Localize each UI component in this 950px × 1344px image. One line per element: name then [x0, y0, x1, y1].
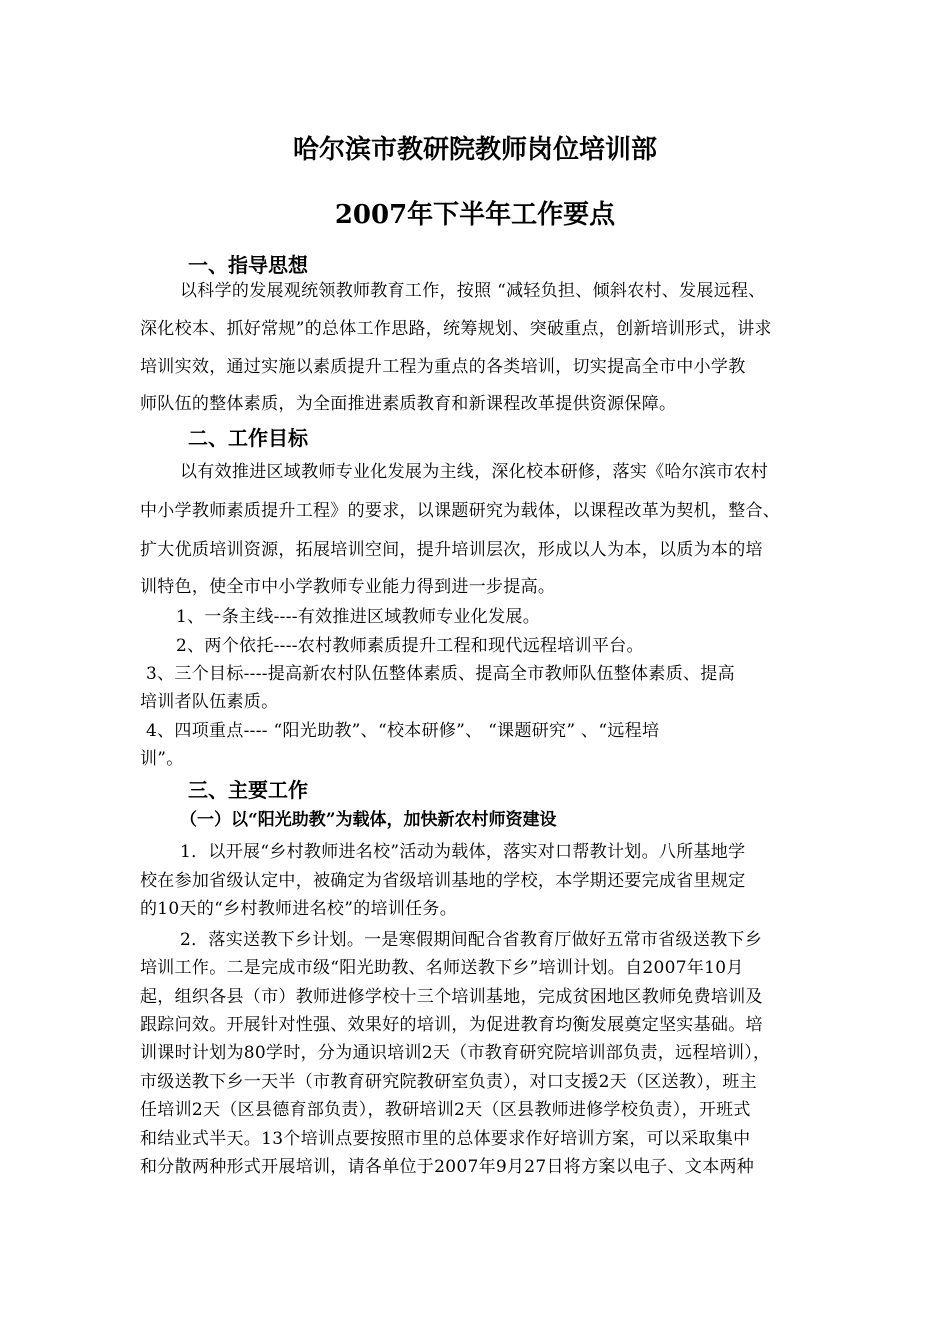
subsection-heading: （一）以“阳光助教”为载体，加快新农村师资建设 — [180, 810, 557, 830]
section-heading-work-goals: 二、工作目标 — [188, 426, 308, 450]
document-title-line-2: 2007年下半年工作要点 — [334, 200, 616, 230]
paragraph-line: 以科学的发展观统领教师教育工作，按照 “减轻负担、倾斜农村、发展远程、 — [180, 281, 766, 301]
paragraph-line: 跟踪问效。开展针对性强、效果好的培训，为促进教育均衡发展奠定坚实基础。培 — [140, 1015, 763, 1035]
section-heading-guiding-ideology: 一、指导思想 — [188, 253, 308, 277]
document-title-line-1: 哈尔滨市教研院教师岗位培训部 — [292, 135, 657, 165]
paragraph-line: 培训实效，通过实施以素质提升工程为重点的各类培训，切实提高全市中小学教 — [140, 357, 746, 377]
paragraph-line: 以有效推进区域教师专业化发展为主线，深化校本研修，落实《哈尔滨市农村 — [180, 462, 769, 482]
paragraph-line: 中小学教师素质提升工程》的要求，以课题研究为载体，以课程改革为契机，整合、 — [140, 501, 781, 521]
goal-item-2: 2、两个依托----农村教师素质提升工程和现代远程培训平台。 — [176, 636, 644, 656]
goal-item-4-continued: 训”。 — [140, 749, 184, 769]
goal-item-1: 1、一条主线----有效推进区域教师专业化发展。 — [176, 607, 540, 627]
paragraph-line: 起，组织各县（市）教师进修学校十三个培训基地，完成贫困地区教师免费培训及 — [140, 987, 763, 1007]
paragraph-line: 深化校本、抓好常规”的总体工作思路，统筹规划、突破重点，创新培训形式，讲求 — [140, 319, 772, 339]
goal-item-4: 4、四项重点---- “阳光助教”、“校本研修”、 “课题研究” 、“远程培 — [146, 721, 660, 741]
goal-item-3: 3、三个目标----提高新农村队伍整体素质、提高全市教师队伍整体素质、提高 — [146, 664, 735, 684]
paragraph-line: 和结业式半天。13个培训点要按照市里的总体要求作好培训方案，可以采取集中 — [140, 1129, 751, 1149]
paragraph-line: 1．以开展“乡村教师进名校”活动为载体，落实对口帮教计划。八所基地学 — [180, 842, 746, 862]
paragraph-line: 训特色，使全市中小学教师专业能力得到进一步提高。 — [140, 577, 556, 597]
paragraph-line: 师队伍的整体素质，为全面推进素质教育和新课程改革提供资源保障。 — [140, 394, 677, 414]
paragraph-line: 扩大优质培训资源，拓展培训空间，提升培训层次，形成以人为本，以质为本的培 — [140, 540, 763, 560]
section-heading-main-work: 三、主要工作 — [188, 778, 308, 802]
paragraph-line: 培训工作。二是完成市级“阳光助教、名师送教下乡”培训计划。自2007年10月 — [140, 958, 744, 978]
paragraph-line: 训课时计划为80学时，分为通识培训2天（市教育研究院培训部负责，远程培训）， — [140, 1043, 771, 1063]
paragraph-line: 市级送教下乡一天半（市教育研究院教研室负责），对口支援2天（区送教），班主 — [140, 1072, 757, 1092]
paragraph-line: 任培训2天（区县德育部负责），教研培训2天（区县教师进修学校负责），开班式 — [140, 1100, 751, 1120]
paragraph-line: 校在参加省级认定中，被确定为省级培训基地的学校，本学期还要完成省里规定 — [140, 871, 746, 891]
goal-item-3-continued: 培训者队伍素质。 — [140, 692, 279, 712]
paragraph-line: 和分散两种形式开展培训，请各单位于2007年9月27日将方案以电子、文本两种 — [140, 1157, 755, 1177]
paragraph-line: 2．落实送教下乡计划。一是寒假期间配合省教育厅做好五常市省级送教下乡 — [180, 930, 763, 950]
paragraph-line: 的10天的“乡村教师进名校”的培训任务。 — [140, 899, 458, 919]
